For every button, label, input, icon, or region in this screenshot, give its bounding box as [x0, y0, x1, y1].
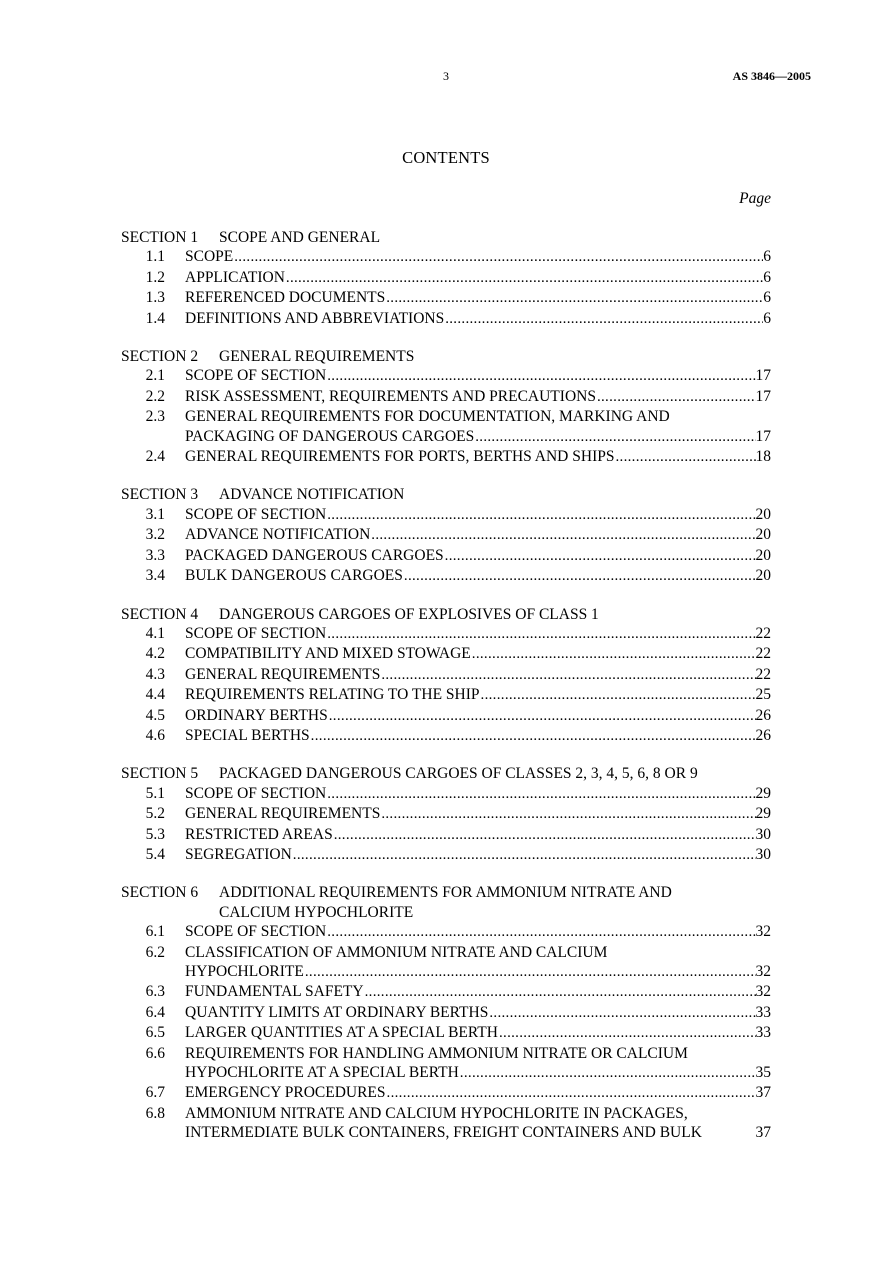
entry-title-line — [185, 427, 771, 447]
entry-title-line — [185, 525, 771, 545]
page-reference: 35 — [755, 1064, 771, 1082]
section-title-line: PACKAGED DANGEROUS CARGOES OF CLASSES 2, 3, 4, 5, 6, 8 OR 9 — [219, 765, 698, 783]
entry-number: 6.8 — [145, 1104, 165, 1122]
dot-leader — [614, 448, 755, 467]
page-reference: 17 — [755, 367, 771, 385]
toc-entry[interactable] — [121, 407, 771, 447]
page-reference: 29 — [755, 784, 771, 802]
entry-title: DEFINITIONS AND ABBREVIATIONS — [185, 309, 445, 327]
entry-title: SPECIAL BERTHS — [185, 726, 310, 744]
dot-leader — [480, 686, 756, 705]
entry-title: RESTRICTED AREAS — [185, 825, 333, 843]
entry-title: SCOPE OF SECTION — [185, 784, 327, 802]
entry-title: GENERAL REQUIREMENTS — [185, 665, 381, 683]
dot-leader — [444, 547, 756, 566]
entry-number: 6.7 — [145, 1084, 165, 1102]
entry-title-line — [185, 366, 771, 386]
toc-entry[interactable] — [121, 288, 771, 308]
dot-leader — [444, 310, 763, 329]
dot-leader — [403, 567, 756, 586]
toc-entry[interactable] — [121, 546, 771, 566]
section-label: SECTION 4 — [121, 605, 199, 623]
toc-entry[interactable] — [121, 447, 771, 467]
toc-entry[interactable] — [121, 943, 771, 983]
entry-title: RISK ASSESSMENT, REQUIREMENTS AND PRECAUTIONS — [185, 387, 596, 405]
entry-title: LARGER QUANTITIES AT A SPECIAL BERTH — [185, 1024, 498, 1042]
page-reference: 26 — [755, 706, 771, 724]
entry-number: 4.6 — [145, 726, 165, 744]
document-id: AS 3846—2005 — [732, 69, 811, 83]
entry-title: PACKAGED DANGEROUS CARGOES — [185, 546, 444, 564]
page-reference: 6 — [763, 309, 771, 327]
entry-number: 3.2 — [145, 526, 165, 544]
entry-title-line — [185, 268, 771, 288]
toc-section — [121, 764, 771, 865]
section-heading — [121, 605, 771, 624]
dot-leader — [326, 785, 755, 804]
toc-entry[interactable] — [121, 685, 771, 705]
toc-entry[interactable] — [121, 1083, 771, 1103]
page-column-label: Page — [739, 190, 771, 207]
toc-entry[interactable] — [121, 845, 771, 865]
entry-number: 2.1 — [145, 367, 165, 385]
toc-entry[interactable] — [121, 644, 771, 664]
page-reference: 22 — [755, 665, 771, 683]
entry-number: 1.2 — [145, 268, 165, 286]
page-reference: 17 — [755, 387, 771, 405]
entry-number: 4.1 — [145, 624, 165, 642]
dot-leader — [488, 1004, 755, 1023]
section-title-line: GENERAL REQUIREMENTS — [219, 348, 415, 366]
section-title-line: ADVANCE NOTIFICATION — [219, 486, 405, 504]
entry-title: APPLICATION — [185, 268, 285, 286]
entry-title-line — [185, 685, 771, 705]
entry-title-line — [185, 982, 771, 1002]
entry-title-line — [185, 546, 771, 566]
dot-leader — [471, 645, 756, 664]
entry-title-line — [185, 309, 771, 329]
toc-entry[interactable] — [121, 1044, 771, 1084]
entry-number: 1.3 — [145, 289, 165, 307]
entry-number: 2.4 — [145, 448, 165, 466]
page-reference: 30 — [755, 825, 771, 843]
contents-title: CONTENTS — [402, 148, 490, 167]
toc-section — [121, 883, 771, 1143]
toc-entry[interactable] — [121, 922, 771, 942]
entry-title-line — [185, 1123, 771, 1143]
page-reference: 22 — [755, 645, 771, 663]
toc-section — [121, 605, 771, 747]
dot-leader — [474, 428, 755, 447]
entry-title: GENERAL REQUIREMENTS FOR PORTS, BERTHS AND SHIPS — [185, 448, 615, 466]
toc-entry[interactable] — [121, 268, 771, 288]
entry-title-line: REQUIREMENTS FOR HANDLING AMMONIUM NITRATE OR CALCIUM — [185, 1044, 688, 1062]
entry-number: 6.1 — [145, 923, 165, 941]
entry-title-line — [185, 784, 771, 804]
entry-title: HYPOCHLORITE — [185, 963, 304, 980]
entry-number: 5.3 — [145, 825, 165, 843]
page-reference: 6 — [763, 289, 771, 307]
section-label: SECTION 1 — [121, 229, 199, 246]
toc-section — [121, 228, 771, 329]
entry-number: 5.1 — [145, 784, 165, 802]
section-heading — [121, 347, 771, 366]
page-reference: 37 — [755, 1084, 771, 1102]
entry-number: 4.4 — [145, 686, 165, 704]
toc-entry[interactable] — [121, 726, 771, 746]
entry-title: ADVANCE NOTIFICATION — [185, 526, 371, 544]
entry-number: 4.3 — [145, 665, 165, 683]
entry-title-line — [185, 1083, 771, 1103]
entry-title: GENERAL REQUIREMENTS — [185, 805, 381, 823]
page-reference: 32 — [755, 923, 771, 941]
dot-leader — [380, 805, 755, 824]
section-label: SECTION 6 — [121, 884, 199, 902]
section-label: SECTION 3 — [121, 486, 199, 504]
toc-entry[interactable] — [121, 1003, 771, 1023]
entry-title-line — [185, 665, 771, 685]
entry-title: INTERMEDIATE BULK CONTAINERS, FREIGHT CONTAINERS AND BULK — [185, 1124, 702, 1142]
dot-leader — [304, 963, 756, 982]
dot-leader — [328, 707, 756, 726]
entry-title-line: AMMONIUM NITRATE AND CALCIUM HYPOCHLORITE IN PACKAGES, — [185, 1104, 688, 1122]
toc-entry[interactable] — [121, 366, 771, 386]
entry-title-line: CLASSIFICATION OF AMMONIUM NITRATE AND CALCIUM — [185, 943, 608, 961]
section-title-line: SCOPE AND GENERAL — [219, 229, 381, 246]
toc-entry[interactable] — [121, 624, 771, 644]
page-reference: 33 — [755, 1024, 771, 1042]
page-reference: 37 — [755, 1124, 771, 1142]
entry-title: REFERENCED DOCUMENTS — [185, 289, 386, 307]
dot-leader — [498, 1024, 756, 1043]
dot-leader — [285, 269, 763, 288]
entry-number: 3.4 — [145, 567, 165, 585]
toc-entry[interactable] — [121, 1104, 771, 1144]
page-reference: 20 — [755, 505, 771, 523]
entry-title-line — [185, 505, 771, 525]
section-heading — [121, 883, 771, 922]
dot-leader — [326, 923, 755, 942]
entry-title-line — [185, 726, 771, 746]
page-reference: 20 — [755, 567, 771, 585]
section-heading — [121, 764, 771, 783]
entry-title-line — [185, 1063, 771, 1083]
entry-number: 6.6 — [145, 1044, 165, 1062]
entry-title: COMPATIBILITY AND MIXED STOWAGE — [185, 645, 471, 663]
dot-leader — [386, 1084, 756, 1103]
entry-number: 6.2 — [145, 943, 165, 961]
entry-title: SCOPE OF SECTION — [185, 367, 327, 385]
section-heading — [121, 485, 771, 504]
entry-title-line — [185, 566, 771, 586]
entry-title-line — [185, 624, 771, 644]
toc-entry[interactable] — [121, 309, 771, 329]
entry-title-line — [185, 247, 771, 267]
entry-number: 1.1 — [145, 248, 165, 266]
dot-leader — [333, 826, 756, 845]
entry-title: QUANTITY LIMITS AT ORDINARY BERTHS — [185, 1003, 489, 1021]
entry-title-line — [185, 845, 771, 865]
section-label: SECTION 2 — [121, 348, 199, 366]
entry-title-line — [185, 1003, 771, 1023]
toc-entry[interactable] — [121, 706, 771, 726]
page-number: 3 — [443, 69, 449, 83]
entry-title-line — [185, 922, 771, 942]
page-reference: 22 — [755, 624, 771, 642]
entry-title-line — [185, 1023, 771, 1043]
page-reference: 25 — [755, 686, 771, 704]
dot-leader — [380, 666, 755, 685]
entry-title: REQUIREMENTS RELATING TO THE SHIP — [185, 686, 480, 704]
entry-title: FUNDAMENTAL SAFETY — [185, 983, 364, 1001]
entry-number: 5.4 — [145, 845, 165, 863]
page-reference: 20 — [755, 526, 771, 544]
page-reference: 18 — [755, 448, 771, 466]
toc-entry[interactable] — [121, 825, 771, 845]
page-reference: 26 — [755, 726, 771, 744]
entry-title-line — [185, 825, 771, 845]
section-heading — [121, 228, 771, 247]
entry-title-line — [185, 387, 771, 407]
entry-title: SCOPE OF SECTION — [185, 505, 327, 523]
section-title-line: CALCIUM HYPOCHLORITE — [219, 903, 414, 921]
entry-number: 6.5 — [145, 1024, 165, 1042]
entry-title: SCOPE — [185, 248, 234, 266]
entry-number: 2.2 — [145, 387, 165, 405]
dot-leader — [292, 846, 756, 865]
page-reference: 29 — [755, 805, 771, 823]
entry-title: BULK DANGEROUS CARGOES — [185, 567, 403, 585]
dot-leader — [596, 388, 756, 407]
entry-number: 6.4 — [145, 1003, 165, 1021]
entry-number: 4.5 — [145, 706, 165, 724]
dot-leader — [370, 526, 755, 545]
page-reference: 17 — [755, 427, 771, 445]
entry-title-line: GENERAL REQUIREMENTS FOR DOCUMENTATION, MARKING AND — [185, 408, 670, 426]
toc-entry[interactable] — [121, 982, 771, 1002]
toc-entry[interactable] — [121, 665, 771, 685]
entry-number: 6.3 — [145, 983, 165, 1001]
table-of-contents — [121, 228, 771, 1162]
dot-leader — [459, 1064, 756, 1083]
toc-entry[interactable] — [121, 387, 771, 407]
dot-leader — [364, 983, 756, 1002]
entry-title: ORDINARY BERTHS — [185, 706, 328, 724]
page-reference: 32 — [755, 983, 771, 1001]
entry-number: 2.3 — [145, 408, 165, 426]
entry-number: 1.4 — [145, 309, 165, 327]
entry-title-line — [185, 447, 771, 467]
entry-number: 3.1 — [145, 505, 165, 523]
toc-entry[interactable] — [121, 505, 771, 525]
page-reference: 30 — [755, 845, 771, 863]
toc-entry[interactable] — [121, 566, 771, 586]
page-reference: 32 — [755, 963, 771, 980]
entry-title: PACKAGING OF DANGEROUS CARGOES — [185, 427, 475, 445]
dot-leader — [310, 727, 756, 746]
toc-entry[interactable] — [121, 1023, 771, 1043]
toc-entry[interactable] — [121, 784, 771, 804]
entry-number: 3.3 — [145, 546, 165, 564]
dot-leader — [233, 248, 763, 267]
dot-leader — [385, 289, 763, 308]
toc-entry[interactable] — [121, 525, 771, 545]
dot-leader — [326, 625, 755, 644]
section-label: SECTION 5 — [121, 765, 199, 783]
toc-entry[interactable] — [121, 804, 771, 824]
section-title-line: DANGEROUS CARGOES OF EXPLOSIVES OF CLASS 1 — [219, 605, 599, 623]
section-title-line: ADDITIONAL REQUIREMENTS FOR AMMONIUM NITRATE AND — [219, 884, 672, 902]
entry-title-line — [185, 804, 771, 824]
page-reference: 6 — [763, 248, 771, 266]
toc-entry[interactable] — [121, 247, 771, 267]
entry-title: SCOPE OF SECTION — [185, 624, 327, 642]
page-reference: 33 — [755, 1003, 771, 1021]
entry-title: EMERGENCY PROCEDURES — [185, 1084, 386, 1102]
entry-title-line — [185, 706, 771, 726]
entry-title-line — [185, 644, 771, 664]
toc-section — [121, 347, 771, 467]
entry-title: SCOPE OF SECTION — [185, 923, 327, 941]
page-reference: 20 — [755, 546, 771, 564]
page-reference: 6 — [763, 268, 771, 286]
entry-number: 4.2 — [145, 645, 165, 663]
entry-number: 5.2 — [145, 805, 165, 823]
entry-title: SEGREGATION — [185, 845, 292, 863]
toc-section — [121, 485, 771, 586]
entry-title-line — [185, 962, 771, 982]
dot-leader — [326, 367, 755, 386]
dot-leader — [326, 506, 755, 525]
entry-title: HYPOCHLORITE AT A SPECIAL BERTH — [185, 1064, 459, 1082]
entry-title-line — [185, 288, 771, 308]
